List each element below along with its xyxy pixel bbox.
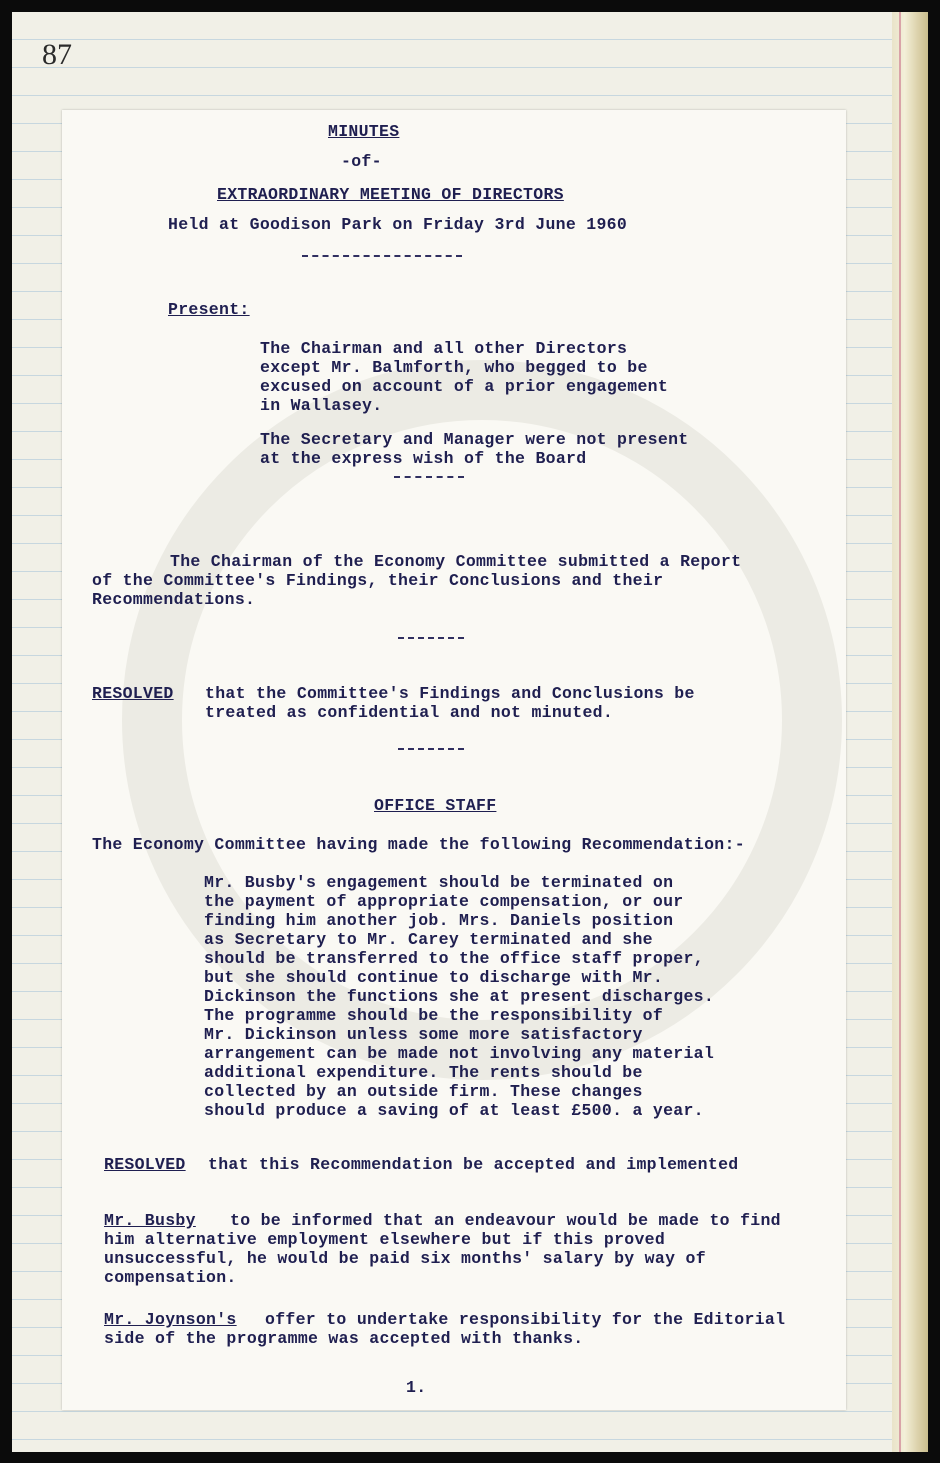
- meeting-place-date: Held at Goodison Park on Friday 3rd June 1960: [168, 215, 628, 234]
- present-line-2: except Mr. Balmforth, who begged to be: [260, 358, 648, 377]
- resolved-2-label: RESOLVED: [104, 1155, 186, 1174]
- typed-minutes-sheet: [62, 110, 846, 1410]
- office-staff-heading: OFFICE STAFF: [374, 796, 497, 815]
- recommendation-line-11: additional expenditure. The rents should be: [204, 1063, 643, 1082]
- resolved-divider: [398, 748, 464, 750]
- book-binding: [892, 12, 928, 1452]
- present-line-4: in Wallasey.: [260, 396, 383, 415]
- ledger-page-number: 87: [42, 38, 72, 71]
- recommendation-line-2: the payment of appropriate compensation, or our: [204, 892, 684, 911]
- joynson-label: Mr. Joynson's: [104, 1310, 237, 1329]
- office-staff-intro: The Economy Committee having made the following Recommendation:-: [92, 835, 745, 854]
- present-divider: [394, 476, 464, 478]
- resolved-2-text: that this Recommendation be accepted and implemented: [208, 1155, 739, 1174]
- busby-line-3: unsuccessful, he would be paid six months' salary by way of: [104, 1249, 706, 1268]
- resolved-1-line-2: treated as confidential and not minuted.: [205, 703, 614, 722]
- minutes-title: MINUTES: [328, 122, 400, 141]
- recommendation-line-7: Dickinson the functions she at present discharges.: [204, 987, 715, 1006]
- busby-line-2: him alternative employment elsewhere but if this proved: [104, 1230, 666, 1249]
- sheet-page-number: 1.: [406, 1378, 427, 1397]
- economy-report-line-2: of the Committee's Findings, their Conclusions and their: [92, 571, 664, 590]
- joynson-line-2: side of the programme was accepted with thanks.: [104, 1329, 584, 1348]
- recommendation-line-4: as Secretary to Mr. Carey terminated and she: [204, 930, 653, 949]
- joynson-first-line: offer to undertake responsibility for the Editorial: [265, 1310, 786, 1329]
- heading-divider: [302, 255, 462, 257]
- recommendation-line-8: The programme should be the responsibility of: [204, 1006, 664, 1025]
- recommendation-line-12: collected by an outside firm. These changes: [204, 1082, 643, 1101]
- present-note-line-1: The Secretary and Manager were not present: [260, 430, 689, 449]
- recommendation-line-5: should be transferred to the office staff proper,: [204, 949, 704, 968]
- busby-first-line: to be informed that an endeavour would be made to find: [230, 1211, 781, 1230]
- recommendation-line-9: Mr. Dickinson unless some more satisfactory: [204, 1025, 643, 1044]
- present-label: Present:: [168, 300, 250, 319]
- recommendation-line-3: finding him another job. Mrs. Daniels position: [204, 911, 674, 930]
- present-line-1: The Chairman and all other Directors: [260, 339, 628, 358]
- present-line-3: excused on account of a prior engagement: [260, 377, 669, 396]
- recommendation-line-10: arrangement can be made not involving any material: [204, 1044, 715, 1063]
- meeting-title: EXTRAORDINARY MEETING OF DIRECTORS: [217, 185, 564, 204]
- recommendation-line-1: Mr. Busby's engagement should be terminated on: [204, 873, 674, 892]
- resolved-1-label: RESOLVED: [92, 684, 174, 703]
- economy-report-line-3: Recommendations.: [92, 590, 256, 609]
- resolved-1-line-1: that the Committee's Findings and Conclusions be: [205, 684, 695, 703]
- recommendation-line-6: but she should continue to discharge with Mr.: [204, 968, 664, 987]
- busby-line-4: compensation.: [104, 1268, 237, 1287]
- margin-line: [899, 12, 901, 1452]
- present-note-line-2: at the express wish of the Board: [260, 449, 587, 468]
- busby-label: Mr. Busby: [104, 1211, 196, 1230]
- economy-report-line-1: The Chairman of the Economy Committee submitted a Report: [170, 552, 742, 571]
- minutes-of: -of-: [341, 152, 382, 171]
- report-divider: [398, 637, 464, 639]
- recommendation-line-13: should produce a saving of at least £500. a year.: [204, 1101, 704, 1120]
